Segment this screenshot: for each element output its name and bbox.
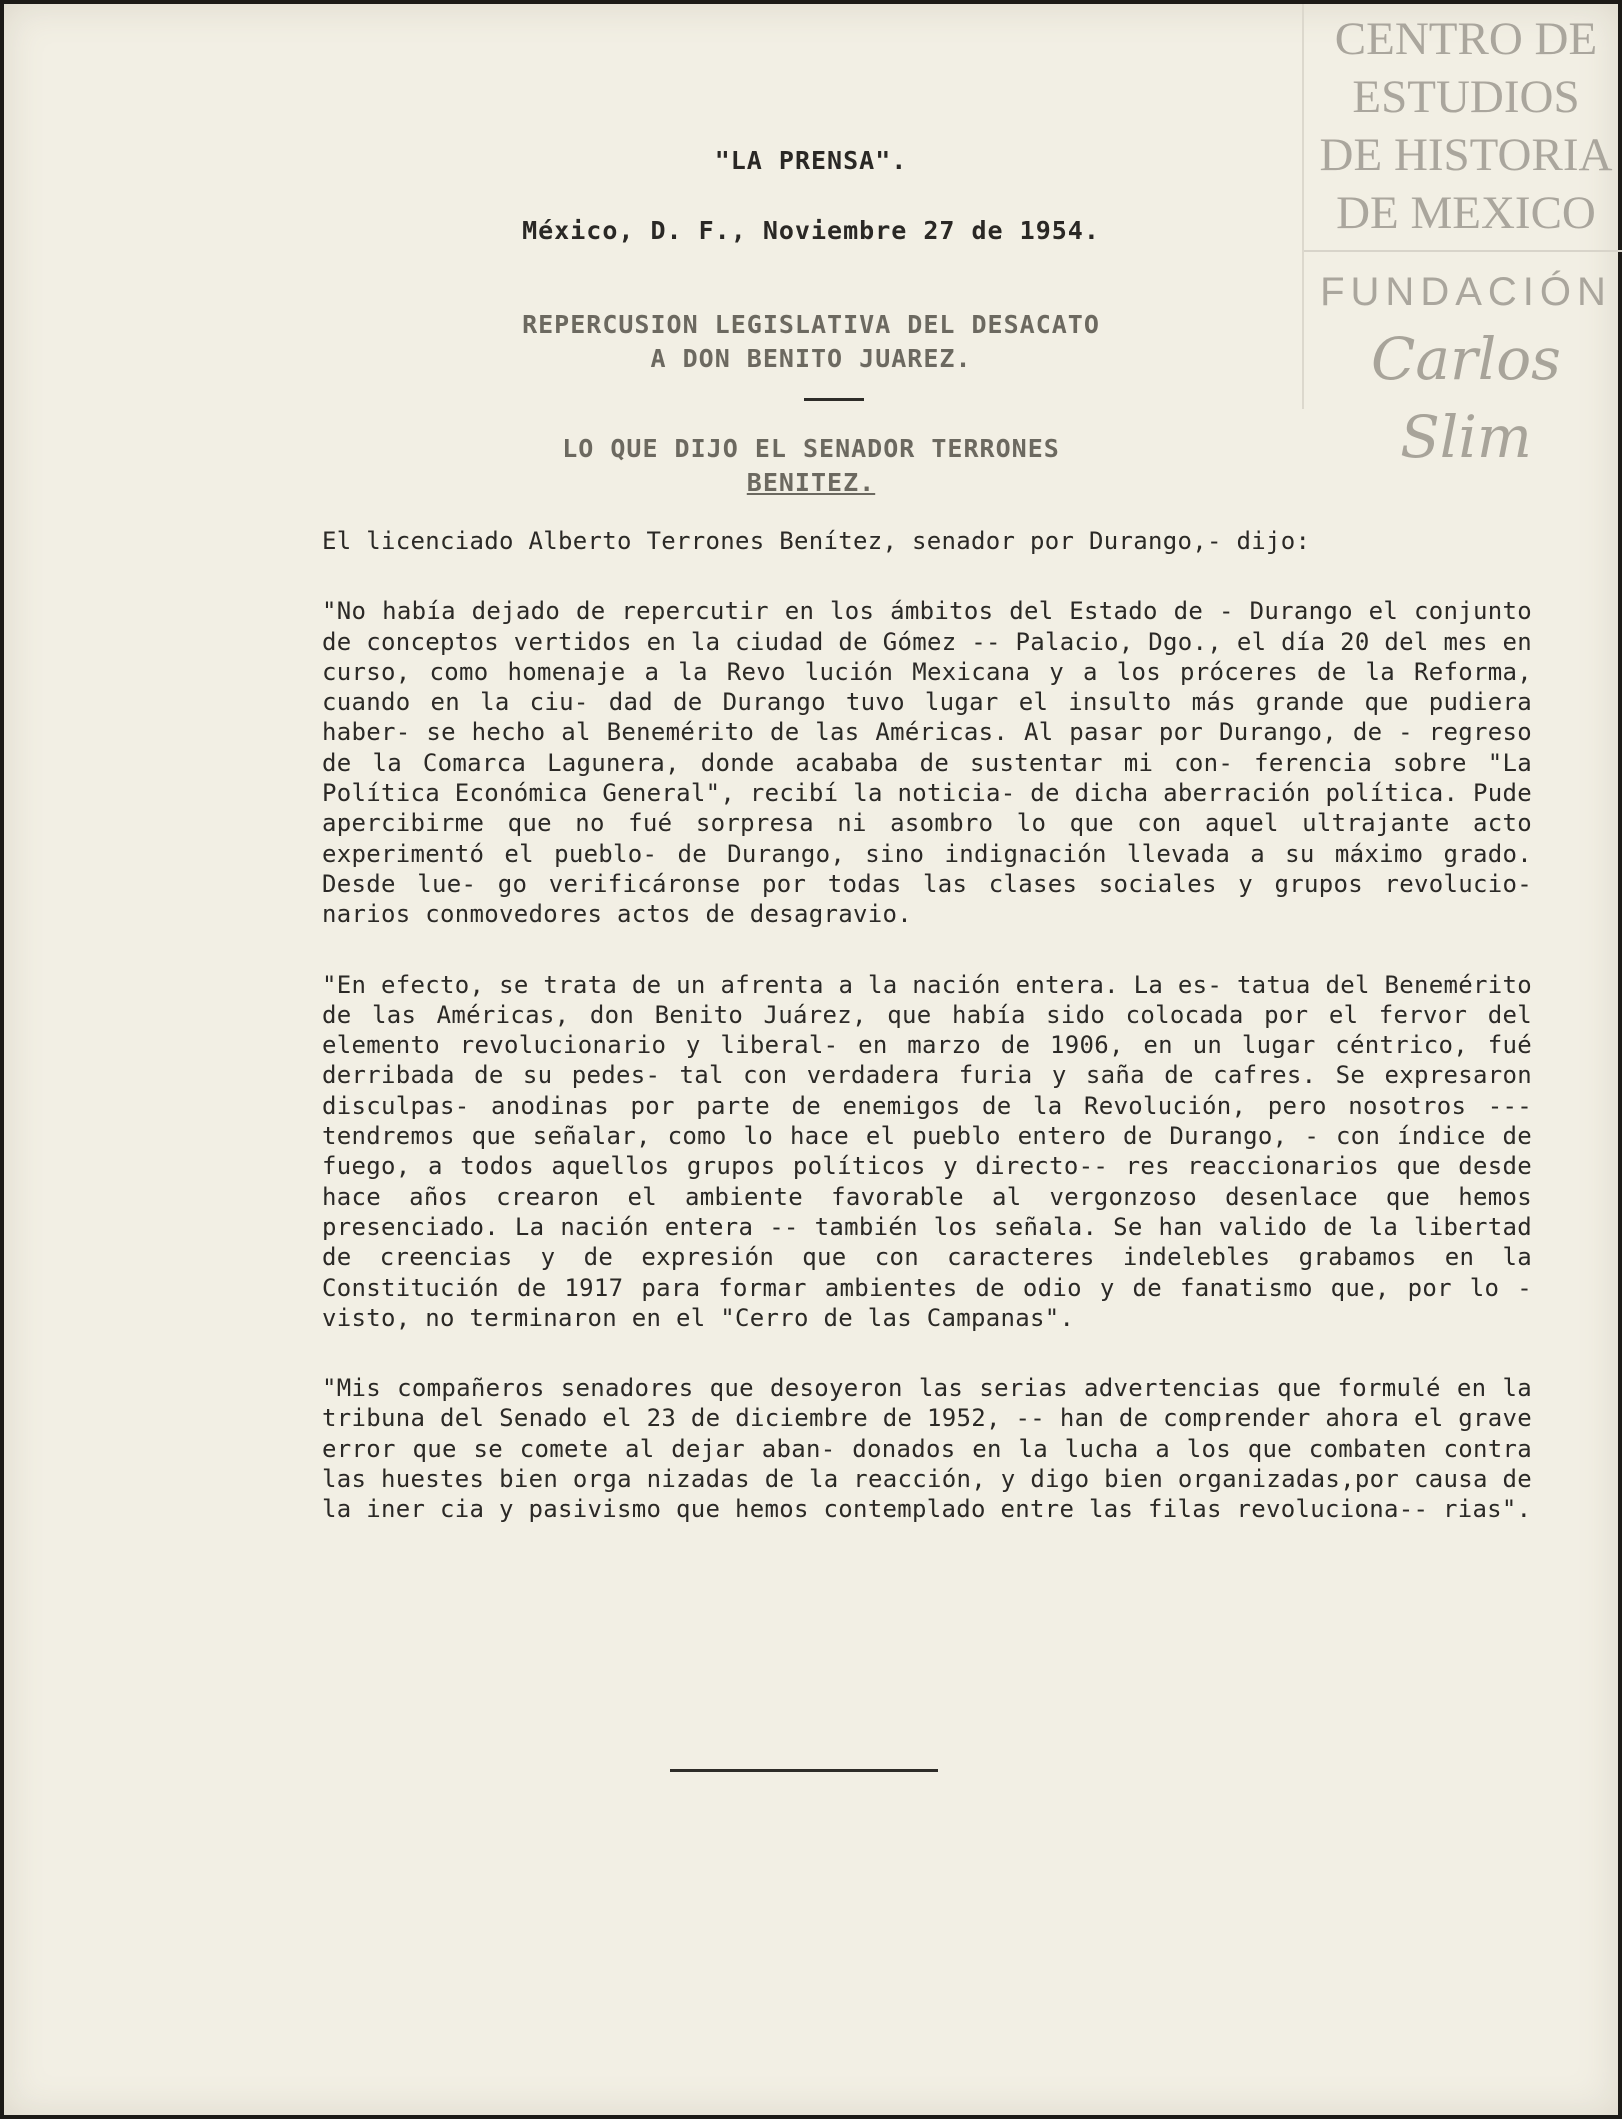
headline-line-2: A DON BENITO JUAREZ.	[650, 344, 972, 373]
dateline: México, D. F., Noviembre 27 de 1954.	[522, 216, 1100, 245]
publication-name: "LA PRENSA".	[714, 146, 908, 175]
headline-divider	[804, 398, 864, 401]
watermark-line-1: CENTRO DE	[1334, 13, 1598, 65]
watermark-line-2: ESTUDIOS	[1352, 71, 1580, 123]
closing-rule	[670, 1769, 938, 1772]
watermark-divider	[1304, 250, 1622, 252]
watermark-line-4: DE MEXICO	[1336, 187, 1596, 239]
quote-paragraph-1: "No había dejado de repercutir en los ámbitos del Estado de - Durango el conjunto de conceptos vertidos en la ciudad de Gómez -- Palacio, Dgo., el día 20 del mes en curso, como homenaje a la Revo lución Mexicana y a los próceres de la Reforma, cuando en la ciu- dad de Durango tuvo lugar el insulto más grande que pudiera haber- se hecho al Benemérito de las Américas. Al pasar por Durango, de - regreso de la Comarca Lagunera, donde acababa de sustentar mi con- ferencia sobre "La Política Económica General", recibí la noticia- de dicha aberración política. Pude apercibirme que no fué sorpresa ni asombro lo que con aquel ultrajante acto experimentó el pueblo- de Durango, sino indignación llevada a su máximo grado. Desde lue- go verificáronse por todas las clases sociales y grupos revolucio- narios conmovedores actos de desagravio.	[322, 597, 1532, 929]
intro-paragraph: El licenciado Alberto Terrones Benítez, senador por Durango,- dijo:	[322, 527, 1311, 555]
subhead-line-1: LO QUE DIJO EL SENADOR TERRONES	[562, 434, 1060, 463]
watermark-fundacion: FUNDACIÓN	[1320, 270, 1612, 314]
quote-paragraph-3: "Mis compañeros senadores que desoyeron las serias advertencias que formulé en la tribuna del Senado el 23 de diciembre de 1952, -- han de comprender ahora el grave error que se comete al dejar aban- donados en la lucha a los que combaten contra las huestes bien orga nizadas de la reacción, y digo bien organizadas,por causa de la iner cia y pasivismo que hemos contemplado entre las filas revoluciona-- rias".	[322, 1374, 1532, 1524]
watermark-signature: Carlos Slim	[1371, 325, 1561, 471]
watermark-line-3: DE HISTORIA	[1319, 129, 1613, 181]
headline-line-1: REPERCUSION LEGISLATIVA DEL DESACATO	[522, 310, 1100, 339]
subhead-line-2: BENITEZ.	[746, 468, 876, 497]
quote-paragraph-2: "En efecto, se trata de un afrenta a la nación entera. La es- tatua del Benemérito de las Américas, don Benito Juárez, que había sido colocada por el fervor del elemento revolucionario y liberal- en marzo de 1906, en un lugar céntrico, fué derribada de su pedes- tal con verdadera furia y saña de cafres. Se expresaron disculpas- anodinas por parte de enemigos de la Revolución, pero nosotros --- tendremos que señalar, como lo hace el pueblo entero de Durango, - con índice de fuego, a todos aquellos grupos políticos y directo-- res reaccionarios que desde hace años crearon el ambiente favorable al vergonzoso desenlace que hemos presenciado. La nación entera -- también los señala. Se han valido de la libertad de creencias y de expresión que con caracteres indelebles grabamos en la Constitución de 1917 para formar ambientes de odio y de fanatismo que, por lo - visto, no terminaron en el "Cerro de las Campanas".	[322, 970, 1532, 1332]
article-body	[322, 526, 1532, 1525]
document-page	[4, 4, 1618, 2115]
